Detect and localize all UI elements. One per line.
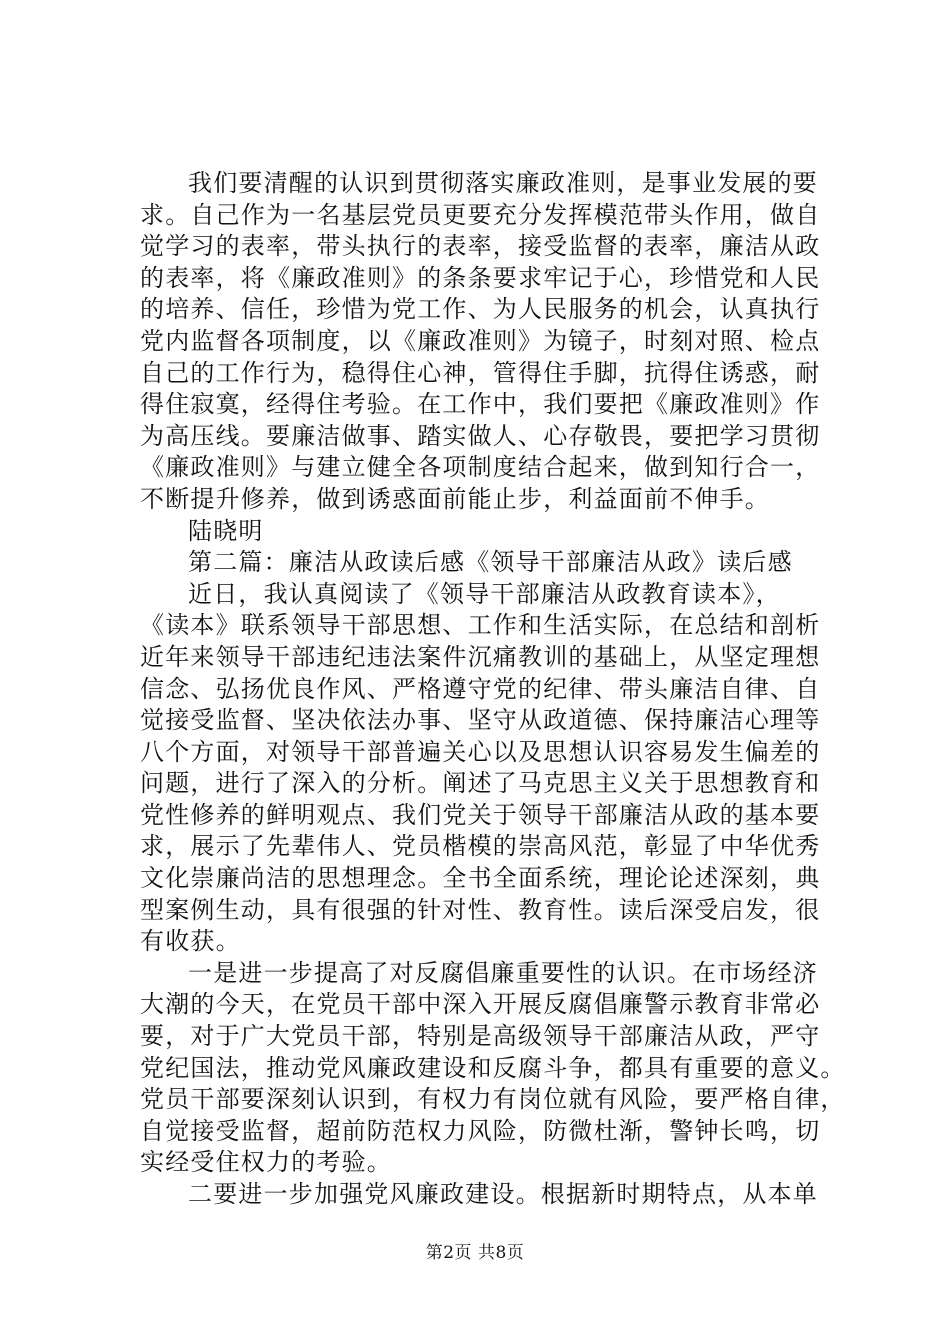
paragraph-line: 有收获。	[140, 927, 241, 956]
paragraph-line: 党性修养的鲜明观点、我们党关于领导干部廉洁从政的基本要	[140, 800, 821, 829]
paragraph-line: 我们要清醒的认识到贯彻落实廉政准则，是事业发展的要	[188, 169, 818, 197]
paragraph-line: 二要进一步加强党风廉政建设。根据新时期特点，从本单	[188, 1180, 818, 1208]
paragraph-line: 《廉政准则》与建立健全各项制度结合起来，做到知行合一，	[140, 453, 821, 482]
paragraph-line: 实经受住权力的考验。	[140, 1148, 392, 1177]
paragraph-line: 近年来领导干部违纪违法案件沉痛教训的基础上，从坚定理想	[140, 642, 821, 671]
paragraph-line: 近日，我认真阅读了《领导干部廉洁从政教育读本》，	[188, 579, 781, 608]
paragraph-line: 的表率，将《廉政准则》的条条要求牢记于心，珍惜党和人民	[140, 263, 821, 292]
paragraph-line: 为高压线。要廉洁做事、踏实做人、心存敬畏，要把学习贯彻	[140, 421, 821, 450]
paragraph-line: 党纪国法，推动党风廉政建设和反腐斗争，都具有重要的意义。	[140, 1053, 846, 1082]
paragraph-line: 一是进一步提高了对反腐倡廉重要性的认识。在市场经济	[188, 958, 818, 987]
paragraph-line: 求，展示了先辈伟人、党员楷模的崇高风范，彰显了中华优秀	[140, 832, 821, 861]
paragraph-line: 党员干部要深刻认识到，有权力有岗位就有风险，要严格自律，	[140, 1085, 846, 1114]
paragraph-line: 自己的工作行为，稳得住心神，管得住手脚，抗得住诱惑，耐	[140, 358, 821, 387]
paragraph-line: 求。自己作为一名基层党员更要充分发挥模范带头作用，做自	[140, 200, 821, 229]
author-name: 陆晓明	[188, 516, 264, 545]
paragraph-line: 信念、弘扬优良作风、严格遵守党的纪律、带头廉洁自律、自	[140, 674, 821, 703]
paragraph-line: 党内监督各项制度，以《廉政准则》为镜子，时刻对照、检点	[140, 326, 821, 355]
paragraph-line: 得住寂寞，经得住考验。在工作中，我们要把《廉政准则》作	[140, 390, 821, 419]
paragraph-line: 型案例生动，具有很强的针对性、教育性。读后深受启发，很	[140, 895, 821, 924]
paragraph-line: 自觉接受监督，超前防范权力风险，防微杜渐，警钟长鸣，切	[140, 1116, 821, 1145]
paragraph-line: 觉学习的表率，带头执行的表率，接受监督的表率，廉洁从政	[140, 232, 821, 261]
paragraph-line: 不断提升修养，做到诱惑面前能止步，利益面前不伸手。	[140, 484, 770, 513]
paragraph-line: 大潮的今天，在党员干部中深入开展反腐倡廉警示教育非常必	[140, 990, 821, 1019]
paragraph-line: 的培养、信任，珍惜为党工作、为人民服务的机会，认真执行	[140, 295, 821, 324]
paragraph-line: 要，对于广大党员干部，特别是高级领导干部廉洁从政，严守	[140, 1022, 821, 1051]
paragraph-line: 觉接受监督、坚决依法办事、坚守从政道德、保持廉洁心理等	[140, 706, 821, 735]
section-heading: 第二篇：廉洁从政读后感《领导干部廉洁从政》读后感	[188, 548, 793, 577]
paragraph-line: 《读本》联系领导干部思想、工作和生活实际，在总结和剖析	[140, 611, 821, 640]
paragraph-line: 八个方面，对领导干部普遍关心以及思想认识容易发生偏差的	[140, 737, 821, 766]
paragraph-line: 文化崇廉尚洁的思想理念。全书全面系统，理论论述深刻，典	[140, 864, 821, 893]
document-body	[140, 168, 846, 1211]
page-number-footer: 第2页 共8页	[425, 1243, 525, 1263]
paragraph-line: 问题，进行了深入的分析。阐述了马克思主义关于思想教育和	[140, 769, 821, 798]
